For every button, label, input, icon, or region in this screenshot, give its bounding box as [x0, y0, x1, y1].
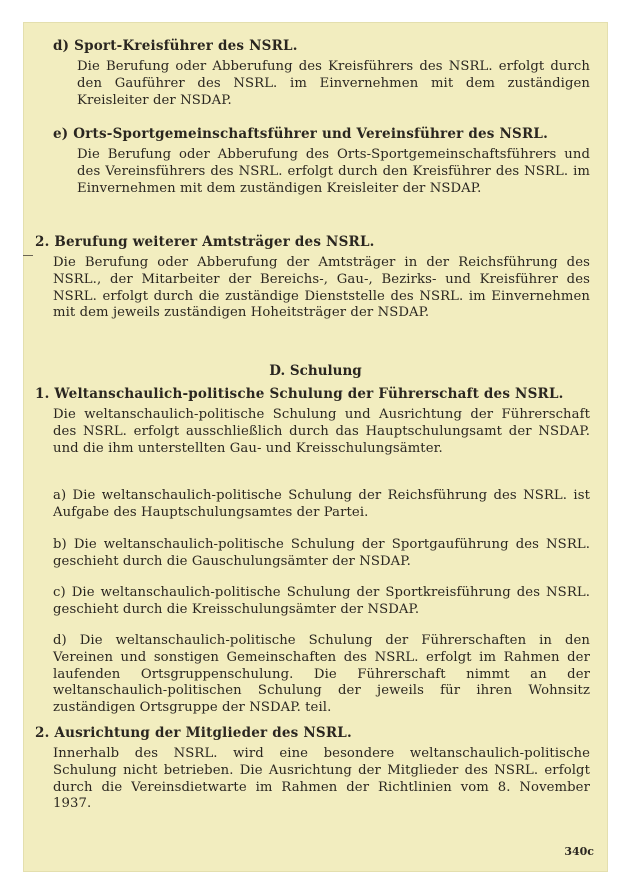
section-2-heading: 2. Berufung weiterer Amtsträger des NSRL. [35, 234, 375, 250]
section-b-text: b) Die weltanschaulich-politische Schulung der Sportgauführung des NSRL. geschieht durch die Gauschulungsämter der NSDAP. [53, 537, 590, 569]
section-2-text: Die Berufung oder Abberufung der Amtsträger in der Reichsführung des NSRL., der Mitarbeiter der Bereichs-, Gau-, Bezirks- und Kreisführer des NSRL. erfolgt durch die zuständige Dienststelle des NSRL. im Einvernehmen mit dem jeweils zuständigen Hoheitsträger der NSDAP. [53, 255, 590, 321]
section-1-text: Die weltanschaulich-politische Schulung und Ausrichtung der Führerschaft des NSRL. erfolgt ausschließlich durch das Hauptschulungsamt der NSDAP. und die ihm unterstellten Gau- und Kreisschulungsämter. [53, 407, 590, 456]
section-d-heading: d) Sport-Kreisführer des NSRL. [53, 38, 298, 54]
section-d-text: Die Berufung oder Abberufung des Kreisführers des NSRL. erfolgt durch den Gauführer des NSRL. im Einvernehmen mit dem zuständigen Kreisleiter der NSDAP. [77, 59, 590, 108]
section-2b-text: Innerhalb des NSRL. wird eine besondere weltanschaulich-politische Schulung nicht betrieben. Die Ausrichtung der Mitglieder des NSRL. erfolgt durch die Vereinsdietwarte im Rahmen der Richtlinien vom 8. November 1937. [53, 746, 590, 812]
section-e-text: Die Berufung oder Abberufung des Orts-Sportgemeinschaftsführers und des Vereinsführers des NSRL. erfolgt durch den Kreisführer des NSRL. im Einvernehmen mit dem zuständigen Kreisleiter der NSDAP. [77, 147, 590, 196]
section-a-text: a) Die weltanschaulich-politische Schulung der Reichsführung des NSRL. ist Aufgabe des Hauptschulungsamtes der Partei. [53, 488, 590, 520]
section-1-heading: 1. Weltanschaulich-politische Schulung der Führerschaft des NSRL. [35, 386, 564, 402]
document-page [23, 22, 608, 872]
section-D-title: D. Schulung [269, 363, 362, 379]
section-c-text: c) Die weltanschaulich-politische Schulung der Sportkreisführung des NSRL. geschieht durch die Kreisschulungsämter der NSDAP. [53, 585, 590, 617]
section-e-heading: e) Orts-Sportgemeinschaftsführer und Vereinsführer des NSRL. [53, 126, 548, 142]
section-2b-heading: 2. Ausrichtung der Mitglieder des NSRL. [35, 725, 352, 741]
section-dd-text: d) Die weltanschaulich-politische Schulung der Führerschaften in den Vereinen und sonstigen Gemeinschaften des NSRL. erfolgt im Rahmen der laufenden Ortsgruppenschulung. Die Führerschaft nimmt an der weltanschaulich-politischen Schulung der jeweils für ihren Wohnsitz zuständigen Ortsgruppe der NSDAP. teil. [53, 633, 590, 716]
margin-mark [23, 255, 33, 256]
page-number: 340c [564, 845, 594, 858]
